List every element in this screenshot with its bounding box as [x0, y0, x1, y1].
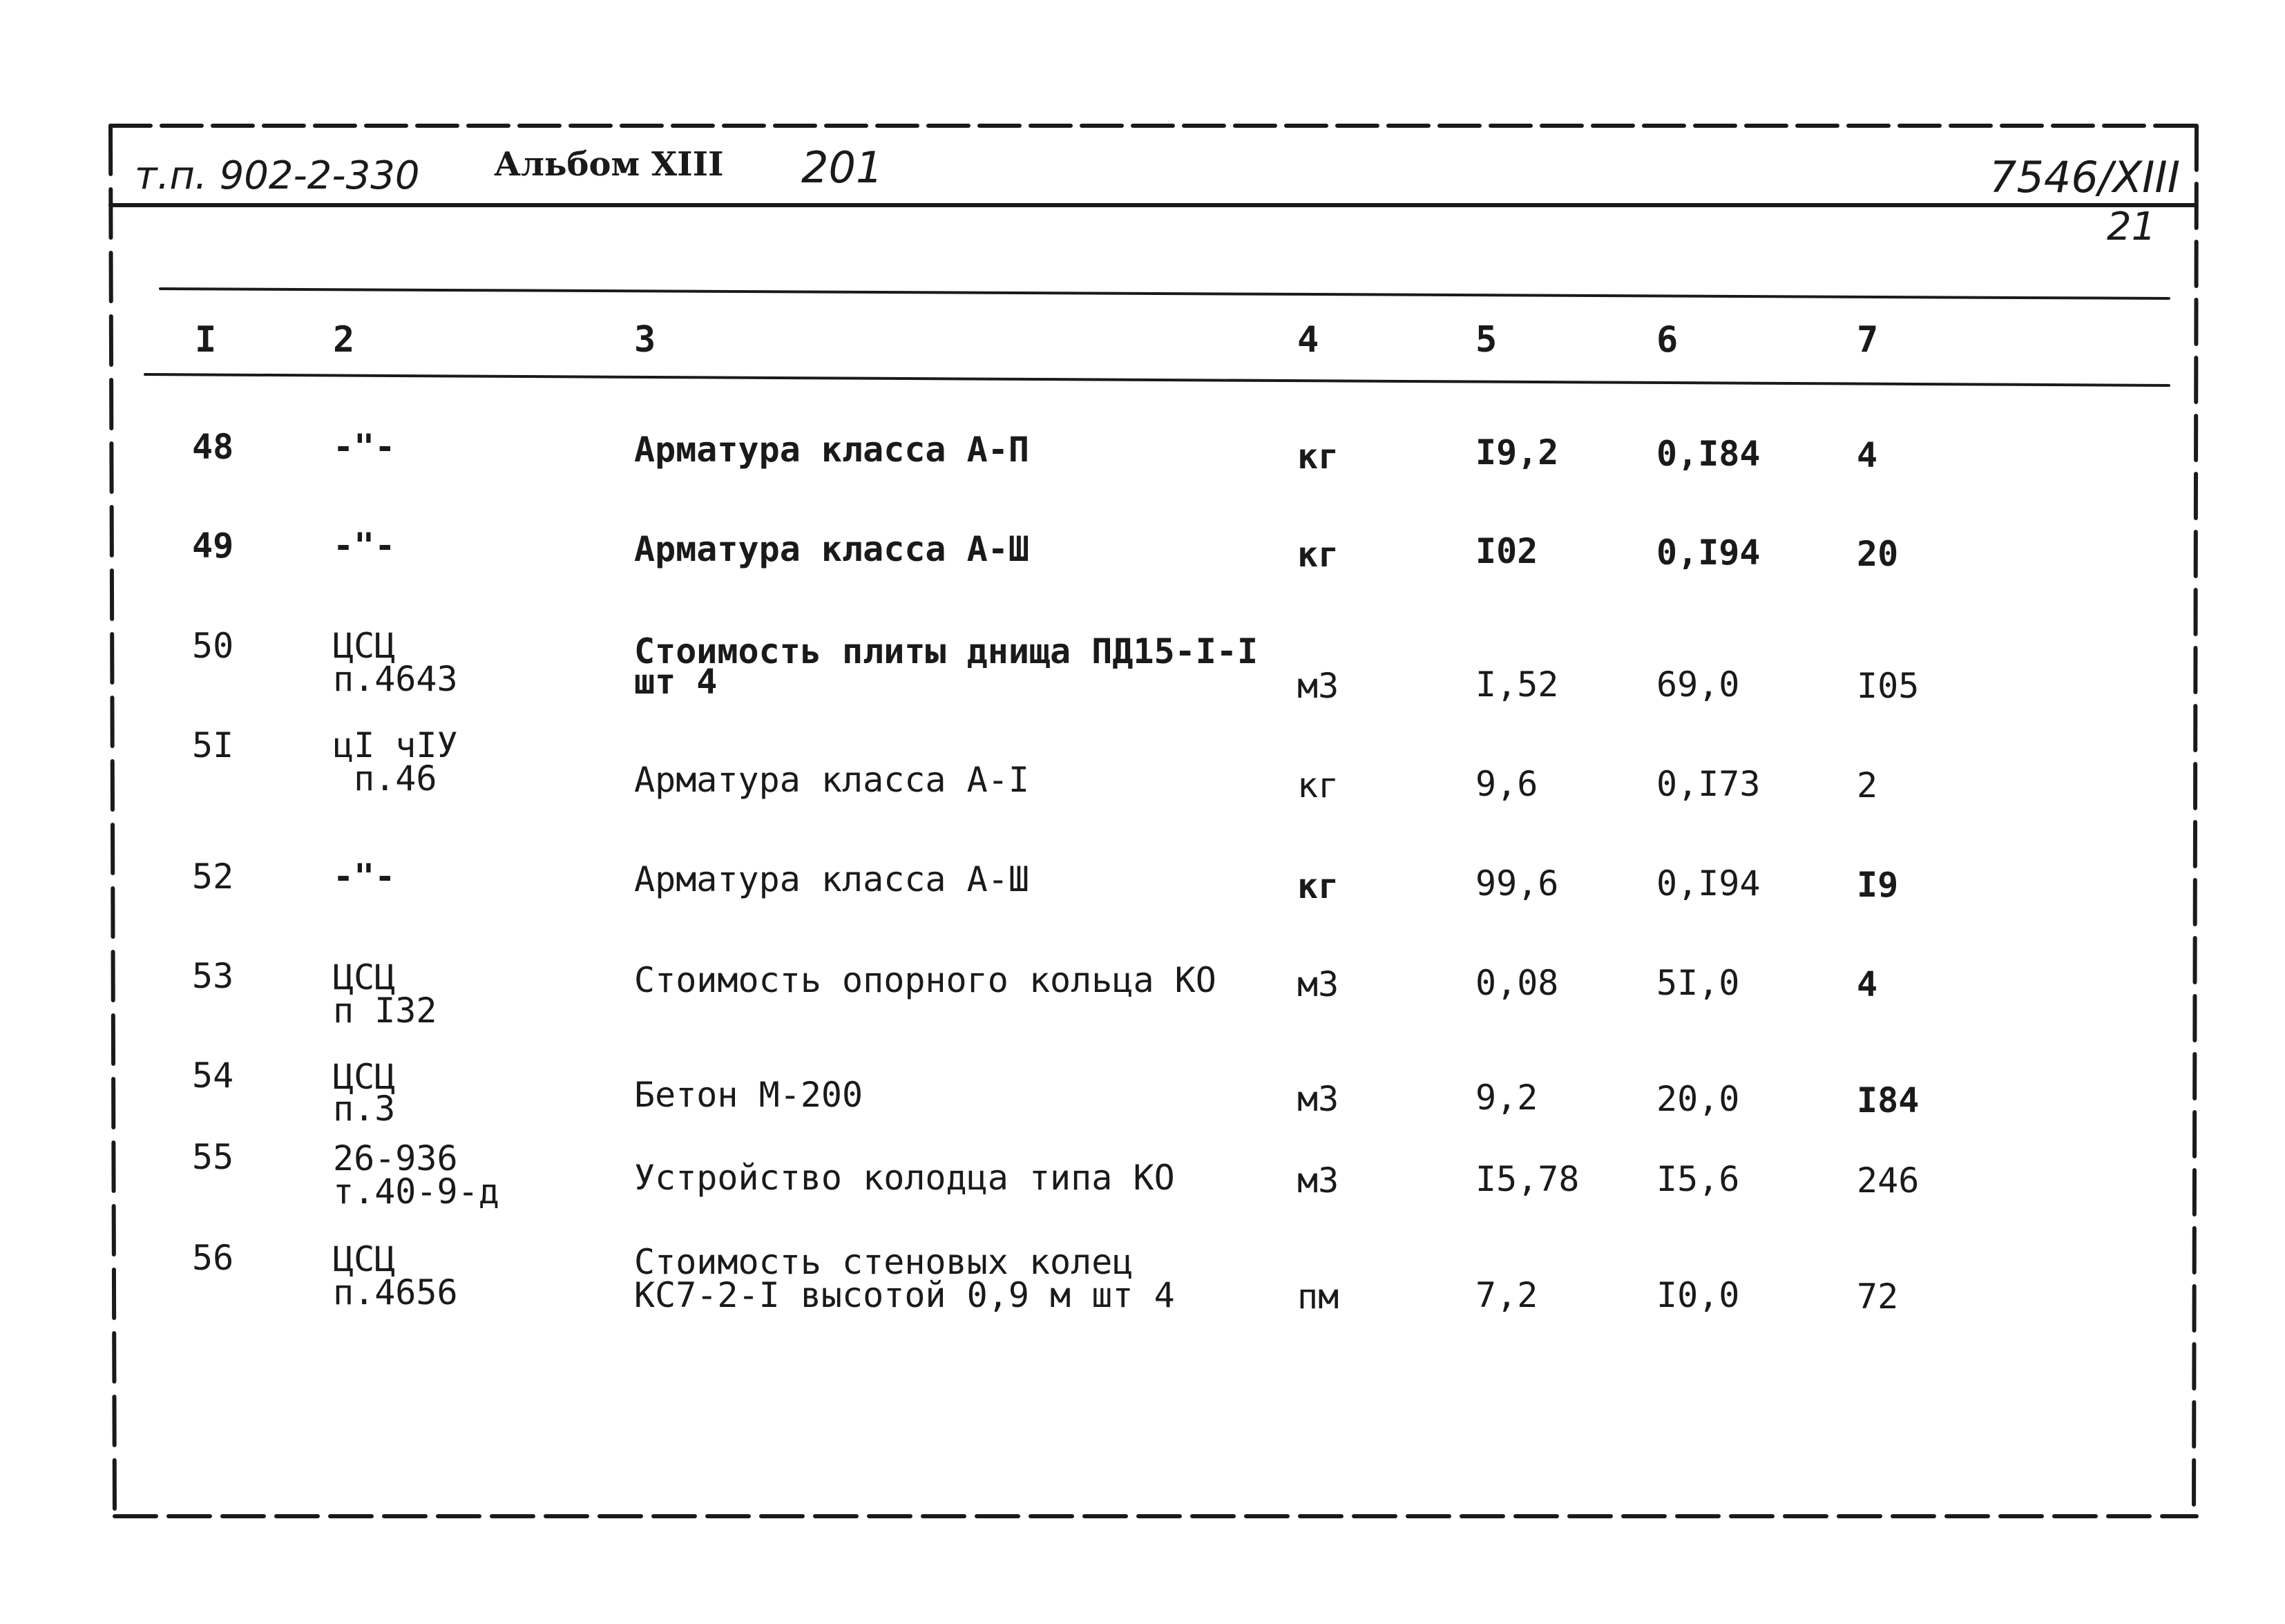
row-code-line-2: п.3 — [333, 1089, 396, 1129]
row-code-line-1: ЦСЦ — [333, 957, 396, 997]
row-total: I05 — [1857, 666, 1920, 706]
row-name-line-1: Стоимость стеновых колец — [634, 1242, 1134, 1282]
row-code-line-1: ЦСЦ — [333, 1239, 396, 1279]
row-name-line-2: шт 4 — [634, 662, 718, 702]
row-number: 5I — [192, 725, 234, 765]
col-num-1: I — [195, 319, 217, 361]
row-total: I9 — [1857, 865, 1899, 905]
row-name: Арматура класса А-Ш — [634, 859, 1029, 899]
row-qty: 9,6 — [1475, 764, 1538, 804]
row-total: I84 — [1857, 1080, 1920, 1120]
row-code-line-1: цI чIУ — [333, 725, 458, 765]
sheet-ref: 7546/XIII — [1989, 152, 2181, 202]
row-unit: м3 — [1297, 1160, 1339, 1201]
row-number: 56 — [192, 1238, 234, 1278]
row-total: 72 — [1857, 1277, 1899, 1317]
row-qty: I5,78 — [1475, 1159, 1580, 1199]
row-code-line-2: п.4656 — [333, 1272, 458, 1312]
col-num-3: 3 — [634, 319, 656, 361]
row-qty: I9,2 — [1475, 432, 1559, 472]
row-total: 4 — [1857, 964, 1878, 1004]
row-name: Бетон М-200 — [634, 1075, 863, 1115]
row-price: I0,0 — [1656, 1275, 1740, 1315]
row-price: 0,I73 — [1656, 764, 1761, 804]
row-number: 50 — [192, 626, 234, 666]
row-price: 0,I94 — [1656, 533, 1761, 573]
row-name: Арматура класса А-I — [634, 760, 1029, 800]
row-number: 48 — [192, 427, 234, 467]
col-num-4: 4 — [1297, 319, 1319, 361]
row-unit: пм — [1297, 1277, 1339, 1317]
row-code-line-2: т.40-9-д — [333, 1172, 499, 1212]
row-unit: м3 — [1297, 1079, 1339, 1119]
row-code: -"- — [333, 526, 396, 566]
row-number: 54 — [192, 1055, 234, 1096]
col-num-2: 2 — [333, 319, 355, 361]
row-code-line-1: ЦСЦ — [333, 1057, 396, 1097]
row-name: Арматура класса А-П — [634, 430, 1029, 470]
row-unit: кг — [1297, 765, 1339, 805]
row-qty: 99,6 — [1475, 863, 1559, 904]
row-price: 69,0 — [1656, 665, 1740, 705]
col-num-6: 6 — [1656, 319, 1679, 361]
row-price: 20,0 — [1656, 1079, 1740, 1119]
row-total: 246 — [1857, 1160, 1920, 1201]
page-number: 201 — [801, 142, 883, 193]
row-unit: кг — [1297, 437, 1339, 477]
row-name-line-2: КС7-2-I высотой 0,9 м шт 4 — [634, 1275, 1175, 1315]
row-name: Устройство колодца типа КО — [634, 1158, 1175, 1198]
row-unit: м3 — [1297, 964, 1339, 1004]
row-qty: I,52 — [1475, 665, 1559, 705]
row-code-line-2: п.46 — [333, 758, 437, 799]
row-qty: 7,2 — [1475, 1275, 1538, 1315]
row-code-line-2: п.4643 — [333, 659, 458, 699]
row-code-line-2: п I32 — [333, 991, 437, 1031]
row-unit: кг — [1297, 535, 1339, 575]
row-qty: I02 — [1475, 531, 1538, 571]
row-number: 49 — [192, 526, 234, 566]
row-name: Стоимость опорного кольца КО — [634, 960, 1216, 1000]
row-price: 0,I94 — [1656, 863, 1761, 904]
row-total: 20 — [1857, 534, 1899, 574]
sheet-sub: 21 — [2107, 204, 2157, 249]
row-number: 52 — [192, 857, 234, 897]
row-qty: 0,08 — [1475, 963, 1559, 1003]
row-unit: кг — [1297, 866, 1339, 906]
row-price: I5,6 — [1656, 1159, 1740, 1199]
row-code: -"- — [333, 427, 396, 467]
row-price: 0,I84 — [1656, 434, 1761, 474]
row-code: -"- — [333, 857, 396, 897]
project-code: т.п. 902-2-330 — [135, 153, 420, 198]
row-total: 2 — [1857, 765, 1878, 805]
row-code-line-1: ЦСЦ — [333, 626, 396, 666]
row-price: 5I,0 — [1656, 963, 1740, 1003]
col-num-5: 5 — [1475, 319, 1498, 361]
row-total: 4 — [1857, 435, 1878, 475]
album-label: Альбом XIII — [494, 145, 724, 184]
row-qty: 9,2 — [1475, 1078, 1538, 1118]
row-number: 53 — [192, 956, 234, 996]
row-code-line-1: 26-936 — [333, 1138, 458, 1178]
row-number: 55 — [192, 1137, 234, 1177]
row-name-line-1: Стоимость плиты днища ПД15-I-I — [634, 631, 1259, 671]
row-unit: м3 — [1297, 666, 1339, 706]
col-num-7: 7 — [1857, 319, 1879, 361]
row-name: Арматура класса А-Ш — [634, 529, 1029, 569]
